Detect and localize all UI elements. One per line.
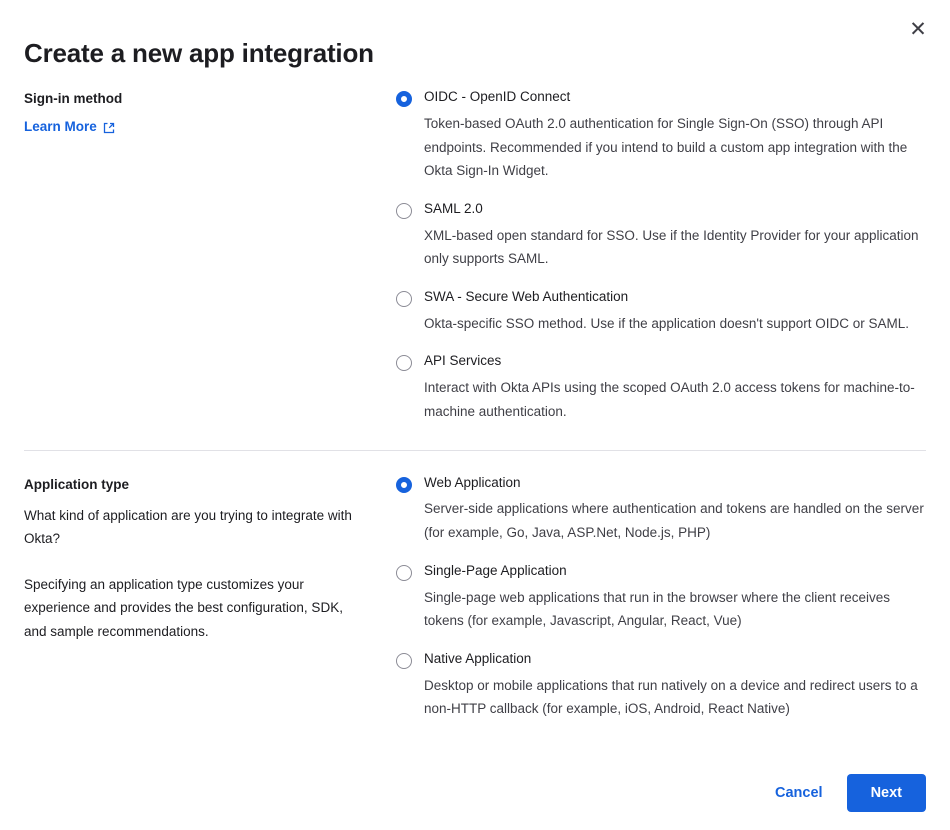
app-type-option-native-title: Native Application <box>424 650 532 666</box>
radio-saml[interactable] <box>396 203 412 219</box>
signin-option-oidc-title: OIDC - OpenID Connect <box>424 89 571 104</box>
cancel-button[interactable]: Cancel <box>769 775 829 811</box>
application-type-paragraph-2: Specifying an application type customizes your experience and provides the best configuration, SDK, and sample recommendations. <box>24 576 343 639</box>
app-type-option-spa-desc: Single-page web applications that run in the browser where the client receives tokens (for example, Javascript, Angular, React, Vue) <box>424 589 891 629</box>
sign-in-method-options <box>396 69 926 424</box>
application-type-left <box>24 455 396 721</box>
sign-in-method-label: Sign-in method <box>24 91 123 106</box>
external-link-icon <box>103 122 115 134</box>
signin-option-api-services-title: API Services <box>424 353 502 369</box>
signin-option-saml-title: SAML 2.0 <box>424 200 483 216</box>
signin-option-swa-body <box>424 289 926 336</box>
sign-in-method-section <box>0 69 950 424</box>
signin-option-oidc[interactable] <box>396 89 926 183</box>
page-title: Create a new app integration <box>24 38 374 68</box>
radio-oidc[interactable] <box>396 91 412 107</box>
application-type-section <box>0 451 950 721</box>
app-type-option-native-desc: Desktop or mobile applications that run natively on a device and redirect users to a non-HTTP callback (for example, iOS, Android, React Native) <box>424 677 918 717</box>
app-type-option-spa-body <box>424 563 926 633</box>
app-type-option-web-title: Web Application <box>424 474 521 490</box>
next-button[interactable]: Next <box>847 774 926 812</box>
signin-option-saml[interactable] <box>396 201 926 271</box>
app-type-option-web[interactable] <box>396 475 926 545</box>
app-type-option-web-desc: Server-side applications where authentication and tokens are handled on the server (for example, Go, Java, ASP.Net, Node.js, PHP) <box>424 501 924 540</box>
app-type-option-spa-title: Single-Page Application <box>424 562 567 578</box>
radio-single-page-application[interactable] <box>396 565 412 581</box>
sign-in-method-left <box>24 69 396 424</box>
signin-option-api-services[interactable] <box>396 353 926 423</box>
radio-web-application[interactable] <box>396 477 412 493</box>
signin-option-oidc-desc: Token-based OAuth 2.0 authentication for Single Sign-On (SSO) through API endpoints. Recommended if you intend to build a custom app integration with the Okta Sign-In Widget. <box>424 115 908 179</box>
signin-option-saml-desc: XML-based open standard for SSO. Use if the Identity Provider for your application only supports SAML. <box>424 227 919 267</box>
app-type-option-web-body <box>424 475 926 545</box>
close-icon[interactable]: ✕ <box>904 16 932 44</box>
learn-more-link[interactable] <box>24 119 115 134</box>
learn-more-label: Learn More <box>24 119 97 134</box>
signin-option-swa-desc: Okta-specific SSO method. Use if the application doesn't support OIDC or SAML. <box>424 315 910 331</box>
dialog-footer <box>0 768 950 830</box>
application-type-options <box>396 455 926 721</box>
signin-option-saml-body <box>424 201 926 271</box>
app-type-option-native-body <box>424 651 926 721</box>
signin-option-api-services-body <box>424 353 926 423</box>
signin-option-oidc-body <box>424 89 926 183</box>
signin-option-swa[interactable] <box>396 289 926 336</box>
application-type-paragraph-1: What kind of application are you trying to integrate with Okta? <box>24 507 352 547</box>
radio-api-services[interactable] <box>396 355 412 371</box>
radio-swa[interactable] <box>396 291 412 307</box>
radio-native-application[interactable] <box>396 653 412 669</box>
signin-option-swa-title: SWA - Secure Web Authentication <box>424 288 629 304</box>
app-type-option-spa[interactable] <box>396 563 926 633</box>
application-type-label: Application type <box>24 476 130 492</box>
signin-option-api-services-desc: Interact with Okta APIs using the scoped OAuth 2.0 access tokens for machine-to-machine authentication. <box>424 380 915 419</box>
app-type-option-native[interactable] <box>396 651 926 721</box>
